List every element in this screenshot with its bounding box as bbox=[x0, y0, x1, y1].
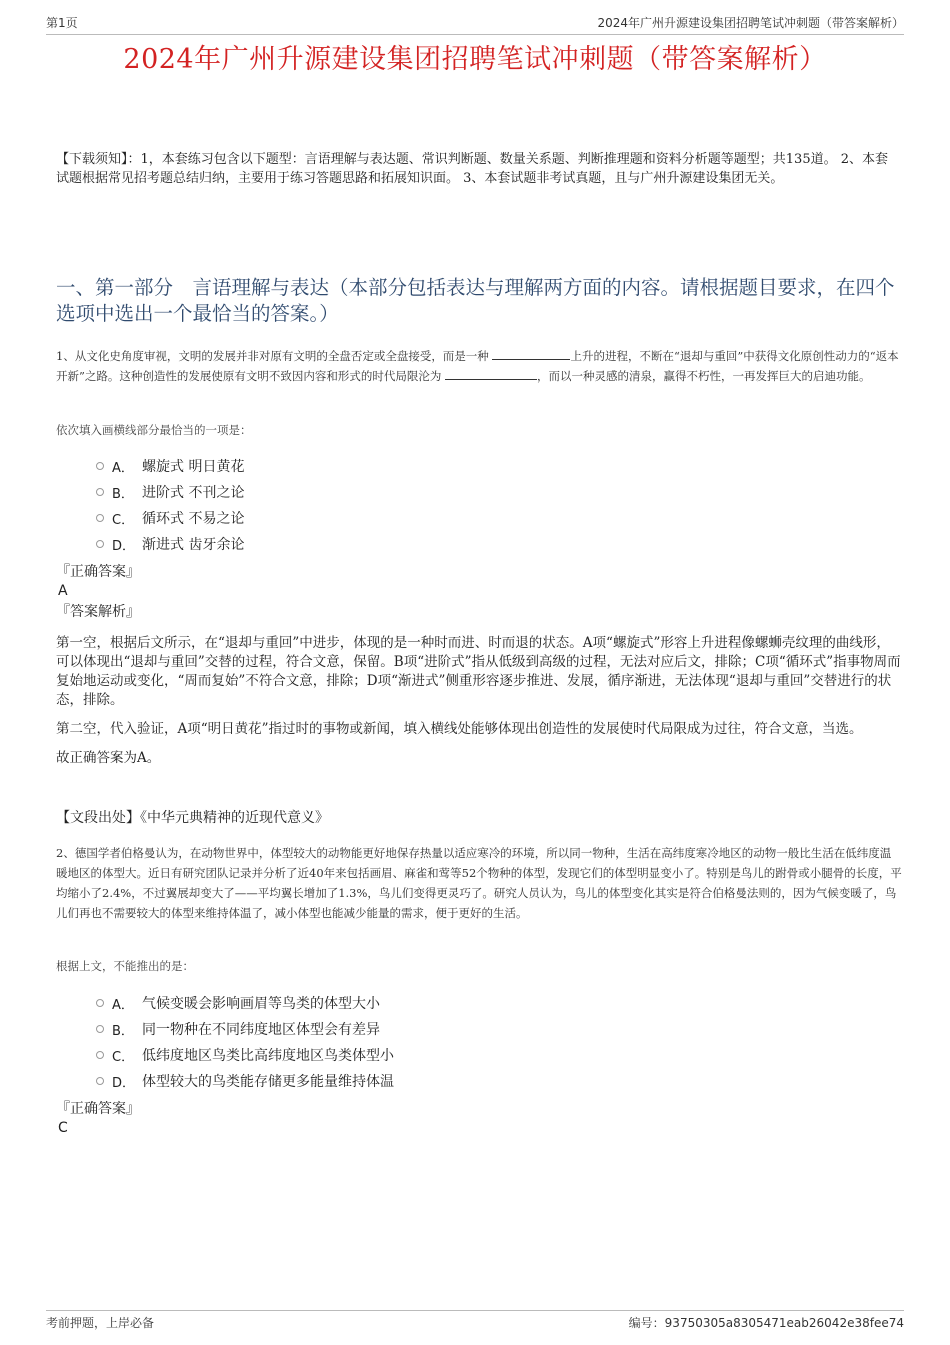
page-header bbox=[46, 14, 904, 35]
radio-icon[interactable] bbox=[96, 1025, 104, 1033]
header-doc-title: 2024年广州升源建设集团招聘笔试冲刺题（带答案解析） bbox=[597, 16, 904, 30]
option-a[interactable]: A． 气候变暖会影响画眉等鸟类的体型大小 bbox=[56, 990, 902, 1016]
footer-slogan: 考前押题，上岸必备 bbox=[46, 1316, 155, 1330]
question-1-options bbox=[56, 453, 902, 557]
option-c[interactable]: C． 低纬度地区鸟类比高纬度地区鸟类体型小 bbox=[56, 1042, 902, 1068]
option-d[interactable]: D． 体型较大的鸟类能存储更多能量维持体温 bbox=[56, 1068, 902, 1094]
option-b[interactable]: B． 进阶式 不刊之论 bbox=[56, 479, 902, 505]
answer-analysis bbox=[56, 634, 902, 778]
download-notice: 【下载须知】：1，本套练习包含以下题型：言语理解与表达题、常识判断题、数量关系题、判断推理题和资料分析题等题型；共135道。 2、本套试题根据常见招考题总结归纳，主要用于练习答题思路和拓展知识面。 3、本套试题非考试真题，且与广州升源建设集团无关。 bbox=[56, 152, 888, 186]
radio-icon[interactable] bbox=[96, 1077, 104, 1085]
answer-label: 『正确答案』 bbox=[56, 1101, 140, 1117]
correct-answer: C bbox=[58, 1120, 68, 1136]
analysis-paragraph: 第一空，根据后文所示，在“退却与重回”中进步，体现的是一种时而进、时而退的状态。A项“螺旋式”形容上升进程像螺蛳壳纹理的曲线形，可以体现出“退却与重回”交替的过程，符合文意，保留。B项“进阶式”指从低级到高级的过程，无法对应后文，排除；C项“循环式”指事物周而复始地运动或变化，“周而复始”不符合文意，排除；D项“渐进式”侧重形容逐步推进、发展，循序渐进，无法体现“退却与重回”交替进行的状态，排除。 bbox=[56, 635, 901, 708]
question-2-text: 2、德国学者伯格曼认为，在动物世界中，体型较大的动物能更好地保存热量以适应寒冷的环境，所以同一物种，生活在高纬度寒冷地区的动物一般比生活在低纬度温暖地区的体型大。近日有研究团队记录并分析了近40年来包括画眉、麻雀和莺等52个物种的体型，发现它们的体型明显变小了。特别是鸟儿的跗骨或小腿骨的长度，平均缩小了2.4%，不过翼展却变大了——平均翼长增加了1.3%，鸟儿们变得更灵巧了。研究人员认为，鸟儿的体型变化其实是符合伯格曼法则的，因为气候变暖了，鸟儿们再也不需要较大的体型来维持体温了，减小体型也能减少能量的需求，便于更好的生活。 bbox=[56, 846, 902, 920]
blank-2 bbox=[445, 367, 537, 380]
analysis-label: 『答案解析』 bbox=[56, 604, 140, 620]
answer-label: 『正确答案』 bbox=[56, 564, 140, 580]
question-2-options bbox=[56, 990, 902, 1094]
radio-icon[interactable] bbox=[96, 514, 104, 522]
radio-icon[interactable] bbox=[96, 540, 104, 548]
document-title: 2024年广州升源建设集团招聘笔试冲刺题（带答案解析） bbox=[123, 44, 827, 75]
radio-icon[interactable] bbox=[96, 462, 104, 470]
source-citation: 【文段出处】《中华元典精神的近现代意义》 bbox=[56, 810, 329, 826]
question-1-text: 1、从文化史角度审视，文明的发展并非对原有文明的全盘否定或全盘接受，而是一种 上升的进程，不断在“退却与重回”中获得文化原创性动力的“返本开新”之路。这种创造性的发展使原有文明不致因内容和形式的时代局限沦为 ，而以一种灵感的清泉，赢得不朽性，一再发挥巨大的启迪功能。 bbox=[56, 349, 899, 383]
page-footer bbox=[46, 1310, 904, 1336]
radio-icon[interactable] bbox=[96, 1051, 104, 1059]
analysis-paragraph: 故正确答案为A。 bbox=[56, 750, 161, 766]
question-1-prompt: 依次填入画横线部分最恰当的一项是： bbox=[56, 423, 252, 437]
option-d[interactable]: D． 渐进式 齿牙余论 bbox=[56, 531, 902, 557]
question-2-prompt: 根据上文，不能推出的是： bbox=[56, 959, 194, 973]
correct-answer: A bbox=[58, 583, 68, 599]
option-b[interactable]: B． 同一物种在不同纬度地区体型会有差异 bbox=[56, 1016, 902, 1042]
page-number: 第1页 bbox=[46, 16, 78, 30]
blank-1 bbox=[492, 347, 570, 360]
section-heading: 一、第一部分 言语理解与表达（本部分包括表达与理解两方面的内容。请根据题目要求，在四个选项中选出一个最恰当的答案。） bbox=[56, 276, 895, 325]
document-id: 编号：93750305a8305471eab26042e38fee74 bbox=[628, 1316, 904, 1330]
radio-icon[interactable] bbox=[96, 488, 104, 496]
radio-icon[interactable] bbox=[96, 999, 104, 1007]
option-a[interactable]: A． 螺旋式 明日黄花 bbox=[56, 453, 902, 479]
analysis-paragraph: 第二空，代入验证，A项“明日黄花”指过时的事物或新闻，填入横线处能够体现出创造性的发展使时代局限成为过往，符合文意，当选。 bbox=[56, 721, 863, 737]
option-c[interactable]: C． 循环式 不易之论 bbox=[56, 505, 902, 531]
